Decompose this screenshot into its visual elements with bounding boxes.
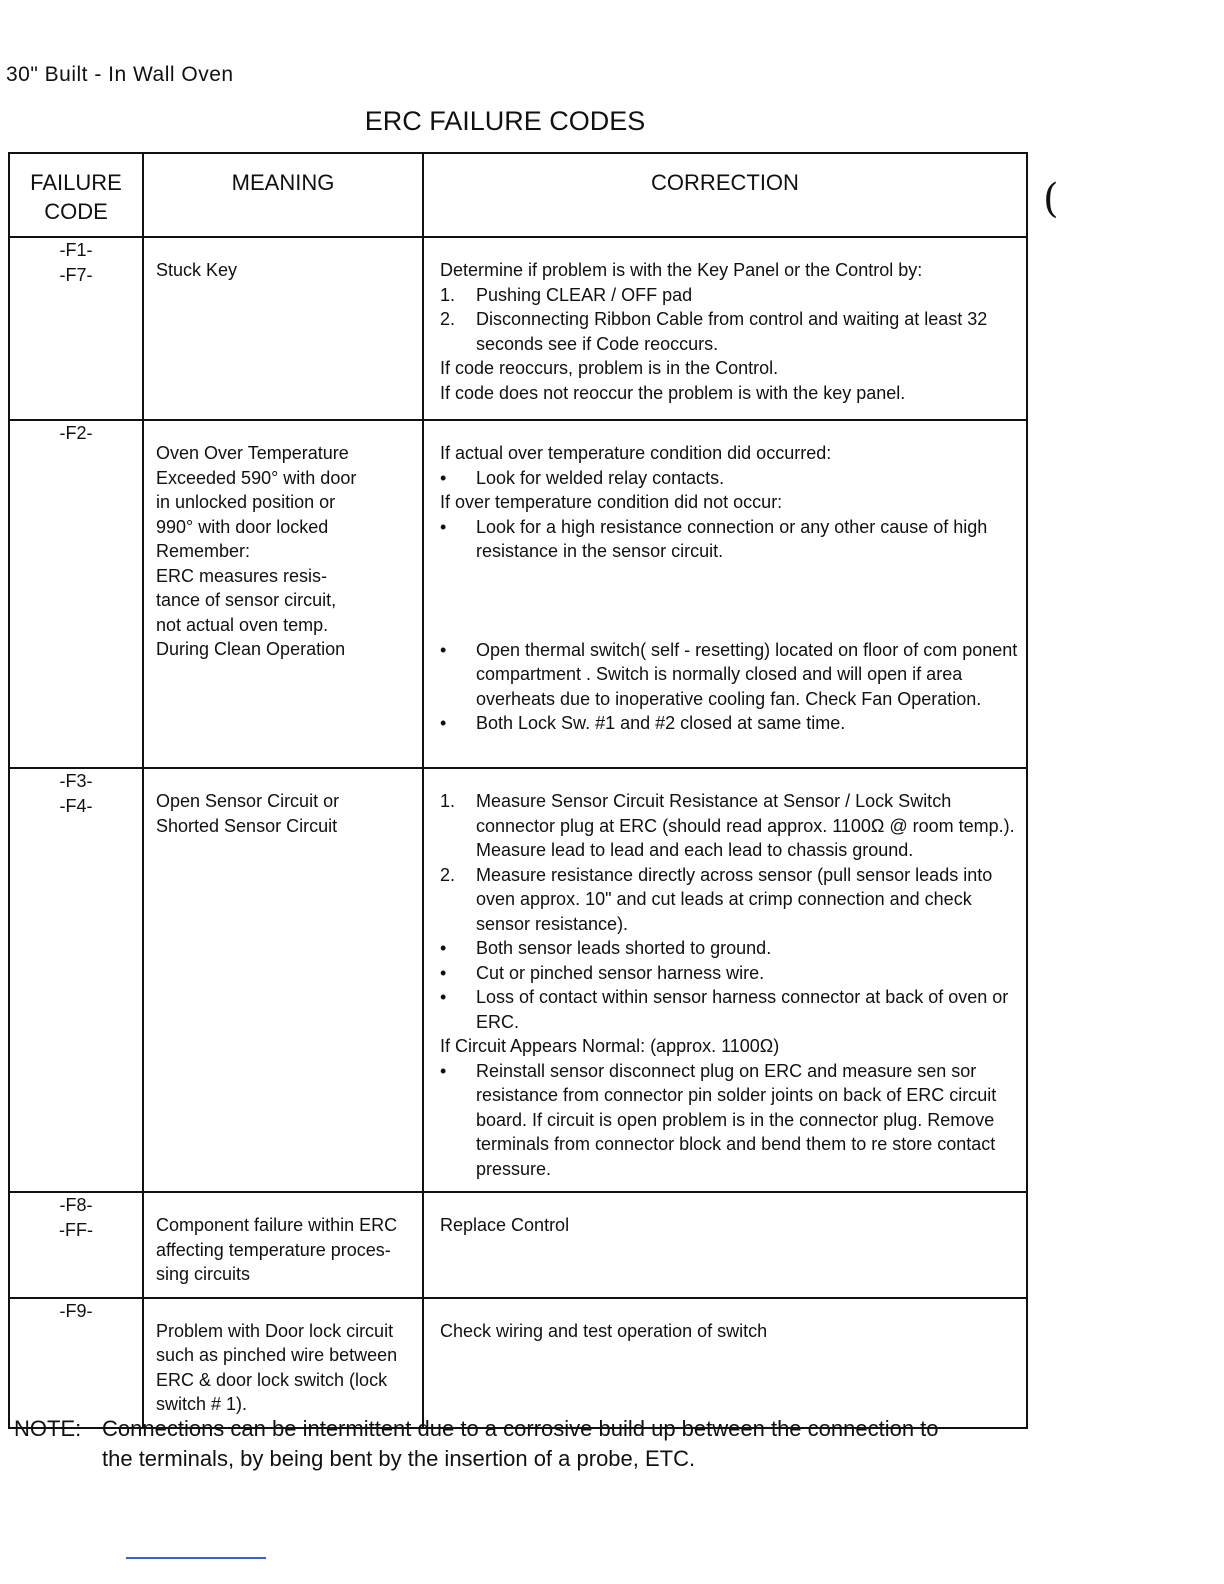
correction-cell — [423, 237, 1027, 420]
correction-text: If actual over temperature condition did occurred: — [440, 443, 832, 463]
meaning-cell — [143, 420, 423, 768]
correction-text: Check wiring and test operation of switch — [440, 1320, 768, 1341]
correction-item-text: Both sensor leads shorted to ground. — [476, 938, 772, 958]
failure-code-cell — [9, 1192, 143, 1298]
failure-code-cell — [9, 768, 143, 1192]
table-row — [9, 420, 1027, 768]
failure-code: -F3- — [59, 771, 93, 791]
correction-item-text: Measure resistance directly across sensor (pull sensor leads into oven approx. 10" and cut leads at crimp connection and check sensor resistance). — [476, 864, 993, 934]
correction-list-item — [440, 961, 1018, 986]
step-number: 1. — [440, 284, 456, 305]
correction-gap — [440, 564, 1018, 638]
correction-item-text: Cut or pinched sensor harness wire. — [476, 962, 765, 983]
table-row — [9, 1192, 1027, 1298]
table-row — [9, 237, 1027, 420]
bullet-marker: • — [440, 516, 447, 537]
correction-item-text: Both Lock Sw. #1 and #2 closed at same time. — [476, 713, 846, 733]
table-header-row — [9, 153, 1027, 237]
meaning-line: switch # 1). — [156, 1394, 248, 1414]
failure-code: -FF- — [59, 1219, 93, 1240]
correction-list-item — [440, 466, 1018, 491]
failure-code: -F1- — [59, 240, 93, 260]
meaning-line: During Clean Operation — [156, 639, 346, 659]
failure-code: -F9- — [59, 1300, 93, 1321]
step-number: 2. — [440, 309, 456, 329]
meaning-line: affecting temperature proces- — [156, 1239, 391, 1260]
failure-code: -F2- — [59, 423, 93, 443]
meaning-cell — [143, 768, 423, 1192]
correction-list-item — [440, 307, 1018, 356]
column-header-meaning: MEANING — [143, 153, 423, 237]
bullet-marker: • — [440, 713, 447, 733]
failure-code: -F4- — [59, 795, 93, 816]
meaning-cell — [143, 237, 423, 420]
meaning-line: sing circuits — [156, 1264, 251, 1284]
meaning-line: Problem with Door lock circuit — [156, 1320, 394, 1341]
step-number: 2. — [440, 864, 456, 885]
footer-rule — [126, 1557, 266, 1559]
correction-text: Determine if problem is with the Key Panel or the Control by: — [440, 260, 923, 280]
correction-list-item — [440, 1059, 1018, 1182]
document-title: ERC FAILURE CODES — [364, 106, 646, 136]
meaning-line: not actual oven temp. — [156, 614, 329, 635]
failure-code: -F7- — [59, 264, 93, 285]
correction-cell — [423, 1298, 1027, 1428]
meaning-line: in unlocked position or — [156, 492, 336, 512]
correction-list-item — [440, 515, 1018, 564]
margin-mark: ( — [1043, 176, 1059, 222]
correction-item-text: Open thermal switch( self - resetting) located on floor of com ponent compartment . Switch is normally closed and will open if area overheats due to inoperative cooling fan. Check Fan Operation. — [476, 639, 1018, 709]
failure-code-cell — [9, 1298, 143, 1428]
correction-text: If Circuit Appears Normal: (approx. 1100Ω) — [440, 1036, 780, 1056]
correction-item-text: Reinstall sensor disconnect plug on ERC and measure sen sor resistance from connector pin solder joints on back of ERC circuit board. If circuit is open problem is in the connector plug. Remove terminals from connector block and bend them to re store contact pressure. — [476, 1060, 997, 1179]
meaning-line: tance of sensor circuit, — [156, 590, 337, 610]
correction-text: If code does not reoccur the problem is with the key panel. — [440, 382, 906, 403]
correction-cell — [423, 1192, 1027, 1298]
bullet-marker: • — [440, 467, 447, 488]
header-title: 30" Built - In Wall Oven — [6, 63, 234, 86]
table-row — [9, 768, 1027, 1192]
note-line-1: Connections can be intermittent due to a corrosive build up between the connection to — [102, 1416, 939, 1441]
bullet-marker: • — [440, 1060, 447, 1081]
correction-text: If over temperature condition did not occur: — [440, 492, 783, 512]
table-row — [9, 1298, 1027, 1428]
meaning-line: ERC & door lock switch (lock — [156, 1369, 388, 1390]
correction-item-text: Pushing CLEAR / OFF pad — [476, 284, 693, 305]
meaning-line: Shorted Sensor Circuit — [156, 815, 338, 836]
correction-list-item — [440, 985, 1018, 1034]
correction-list-item — [440, 863, 1018, 937]
failure-code-cell — [9, 420, 143, 768]
failure-codes-table — [8, 152, 1028, 1429]
correction-list-item — [440, 638, 1018, 712]
meaning-line: such as pinched wire between — [156, 1345, 398, 1365]
meaning-line: 990° with door locked — [156, 516, 329, 537]
correction-list-item — [440, 936, 1018, 961]
correction-item-text: Measure Sensor Circuit Resistance at Sensor / Lock Switch connector plug at ERC (should read approx. 1100Ω @ room temp.). Measure lead to lead and each lead to chassis ground. — [476, 791, 1015, 860]
meaning-cell — [143, 1192, 423, 1298]
correction-item-text: Look for a high resistance connection or any other cause of high resistance in the sensor circuit. — [476, 516, 988, 561]
correction-item-text: Loss of contact within sensor harness connector at back of oven or ERC. — [476, 987, 1009, 1032]
correction-item-text: Disconnecting Ribbon Cable from control and waiting at least 32 seconds see if Code reoccurs. — [476, 309, 988, 354]
failure-code-cell — [9, 237, 143, 420]
correction-list-item — [440, 789, 1018, 863]
meaning-line: Remember: — [156, 541, 251, 561]
step-number: 1. — [440, 791, 456, 811]
correction-cell — [423, 768, 1027, 1192]
meaning-line: Stuck Key — [156, 260, 238, 280]
bullet-marker: • — [440, 938, 447, 958]
correction-list-item — [440, 711, 1018, 736]
note-label: NOTE: — [14, 1416, 82, 1441]
meaning-cell — [143, 1298, 423, 1428]
meaning-line: Exceeded 590° with door — [156, 467, 357, 488]
note-line-2: the terminals, by being bent by the insertion of a probe, ETC. — [102, 1446, 696, 1471]
correction-item-text: Look for welded relay contacts. — [476, 467, 725, 488]
column-header-failure-code: FAILURE CODE — [9, 153, 143, 237]
correction-list-item — [440, 283, 1018, 308]
bullet-marker: • — [440, 987, 447, 1007]
meaning-line: Component failure within ERC — [156, 1215, 398, 1235]
correction-cell — [423, 420, 1027, 768]
column-header-correction: CORRECTION — [423, 153, 1027, 237]
meaning-line: ERC measures resis- — [156, 565, 328, 586]
note — [14, 1414, 1014, 1474]
bullet-marker: • — [440, 962, 447, 983]
correction-text: Replace Control — [440, 1215, 570, 1235]
failure-codes-table-wrap — [8, 152, 1026, 1429]
failure-code: -F8- — [59, 1195, 93, 1215]
correction-text: If code reoccurs, problem is in the Control. — [440, 358, 779, 378]
meaning-line: Oven Over Temperature — [156, 443, 349, 463]
bullet-marker: • — [440, 639, 447, 660]
meaning-line: Open Sensor Circuit or — [156, 791, 340, 811]
